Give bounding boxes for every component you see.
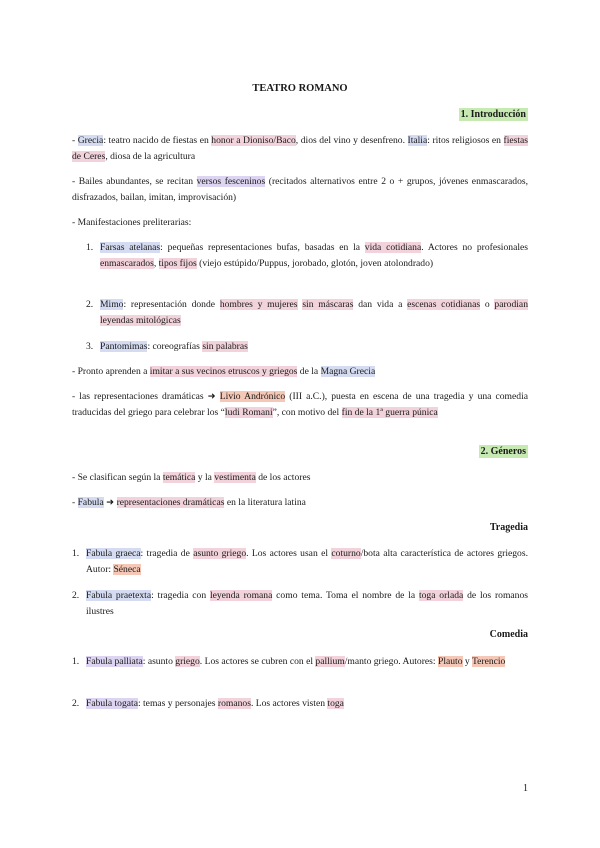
highlight-leyenda-romana: leyenda romana xyxy=(209,590,273,601)
highlight-farsas-atelanas: Farsas atelanas xyxy=(100,242,161,253)
highlight-livio-andronico: Livio Andrónico xyxy=(219,391,286,402)
highlight-fabula: Fabula xyxy=(77,497,104,508)
list-number: 2. xyxy=(72,698,80,709)
highlight-escenas-cotidianas: escenas cotidianas xyxy=(407,299,481,310)
list-number: 3. xyxy=(86,341,94,352)
highlight-versos-fesceninos: versos fesceninos xyxy=(196,176,266,187)
section-heading-introduccion: 1. Introducción xyxy=(460,109,526,120)
highlight-seneca: Séneca xyxy=(113,563,141,575)
highlight-sin-mascaras: sin máscaras xyxy=(302,299,354,310)
list-item-fabula-palliata: Fabula palliata: asunto griego. Los actores se cubren con el pallium/manto griego. Autores: Plauto y Terencio xyxy=(86,656,506,667)
highlight-vida-cotidiana: vida cotidiana xyxy=(364,242,422,253)
highlight-fabula-praetexta: Fabula praetexta xyxy=(86,590,152,601)
page-title: TEATRO ROMANO xyxy=(252,83,348,94)
document-page xyxy=(72,0,528,848)
list-number: 1. xyxy=(86,242,94,253)
list-number: 1. xyxy=(72,656,80,667)
highlight-pallium: pallium xyxy=(315,656,345,667)
highlight-pantomimas: Pantomimas xyxy=(100,341,148,352)
paragraph-clasifican: - Se clasifican según la temática y la vestimenta de los actores xyxy=(72,472,311,483)
highlight-romanos: romanos xyxy=(217,698,251,709)
highlight-mimo: Mimo xyxy=(100,299,124,310)
highlight-vestimenta: vestimenta xyxy=(214,472,256,483)
subheading-comedia: Comedia xyxy=(489,629,528,640)
highlight-fiestas-ceres: fiestas de Ceres xyxy=(72,135,529,162)
highlight-parodian-leyendas: parodian leyendas mitológicas xyxy=(100,299,528,326)
highlight-fabula-palliata: Fabula palliata xyxy=(86,656,143,667)
list-number: 2. xyxy=(72,590,80,601)
paragraph-bailes: - Bailes abundantes, se recitan versos fesceninos (recitados alternativos entre 2 o + grupos, jóvenes enmascarados, disfrazados, bailan, imitan, improvisación) xyxy=(72,176,529,203)
list-item-pantomimas: Pantomimas: coreografías sin palabras xyxy=(100,341,248,352)
highlight-fabula-graeca: Fabula graeca xyxy=(86,548,141,559)
paragraph-grecia-italia: - Grecia: teatro nacido de fiestas en honor a Dioniso/Baco, dios del vino y desenfreno. Italia: ritos religiosos en fiestas de Ceres, diosa de la agricultura xyxy=(72,135,529,162)
highlight-toga: toga xyxy=(327,698,344,709)
list-item-fabula-togata: Fabula togata: temas y personajes romanos. Los actores visten toga xyxy=(86,698,344,709)
highlight-sin-palabras: sin palabras xyxy=(202,341,248,352)
highlight-representaciones-dramaticas: representaciones dramáticas xyxy=(116,497,225,508)
paragraph-fabula: - Fabula ➜ representaciones dramáticas en la literatura latina xyxy=(72,497,306,508)
paragraph-manifestaciones: - Manifestaciones preliterarias: xyxy=(72,217,192,228)
highlight-ludi-romani: ludi Romani xyxy=(224,406,273,418)
highlight-toga-orlada: toga orlada xyxy=(418,590,464,601)
highlight-grecia: Grecia xyxy=(77,135,104,146)
highlight-coturno: coturno xyxy=(331,548,361,559)
highlight-fabula-togata: Fabula togata xyxy=(86,698,138,709)
highlight-honor-dioniso: honor a Dioniso/Baco xyxy=(211,135,296,146)
highlight-fin-guerra-punica: fin de la 1ª guerra púnica xyxy=(341,406,438,418)
page-number: 1 xyxy=(523,783,528,794)
highlight-tematica: temática xyxy=(162,472,196,483)
highlight-enmascarados: enmascarados xyxy=(100,257,154,269)
list-item-fabula-praetexta: Fabula praetexta: tragedia con leyenda romana como tema. Toma el nombre de la toga orlada de los romanos ilustres xyxy=(86,590,529,617)
list-number: 1. xyxy=(72,548,80,559)
list-number: 2. xyxy=(86,299,94,310)
subheading-tragedia: Tragedia xyxy=(489,522,528,533)
list-item-farsas-atelanas: Farsas atelanas: pequeñas representaciones bufas, basadas en la vida cotidiana. Actores no profesionales enmascarados, tipos fijos (viejo estúpido/Puppus, jorobado, glotón, joven atolondrado) xyxy=(100,242,528,269)
highlight-hombres-mujeres: hombres y mujeres xyxy=(219,299,298,310)
paragraph-livio-andronico: - las representaciones dramáticas ➜ Livio Andrónico (III a.C.), puesta en escena de una tragedia y una comedia traducidas del griego para celebrar los “ludi Romani”, con motivo del fin de la 1ª guerra púnica xyxy=(72,391,528,418)
highlight-griego: griego xyxy=(175,656,200,667)
highlight-magna-grecia: Magna Grecia xyxy=(320,366,376,377)
highlight-asunto-griego: asunto griego xyxy=(193,548,247,559)
highlight-terencio: Terencio xyxy=(471,656,506,667)
list-item-fabula-graeca: Fabula graeca: tragedia de asunto griego. Los actores usan el coturno/bota alta característica de actores griegos. Autor: Séneca xyxy=(86,548,528,575)
section-heading-generos: 2. Géneros xyxy=(480,446,526,457)
list-item-mimo: Mimo: representación donde hombres y mujeres sin máscaras dan vida a escenas cotidianas o parodian leyendas mitológicas xyxy=(100,299,528,326)
highlight-italia: Italia xyxy=(407,135,428,146)
highlight-imitar-vecinos: imitar a sus vecinos etruscos y griegos xyxy=(149,366,298,377)
paragraph-imitar-vecinos: - Pronto aprenden a imitar a sus vecinos etruscos y griegos de la Magna Grecia xyxy=(72,366,376,377)
highlight-plauto: Plauto xyxy=(437,656,463,667)
highlight-tipos-fijos: tipos fijos xyxy=(158,257,197,269)
